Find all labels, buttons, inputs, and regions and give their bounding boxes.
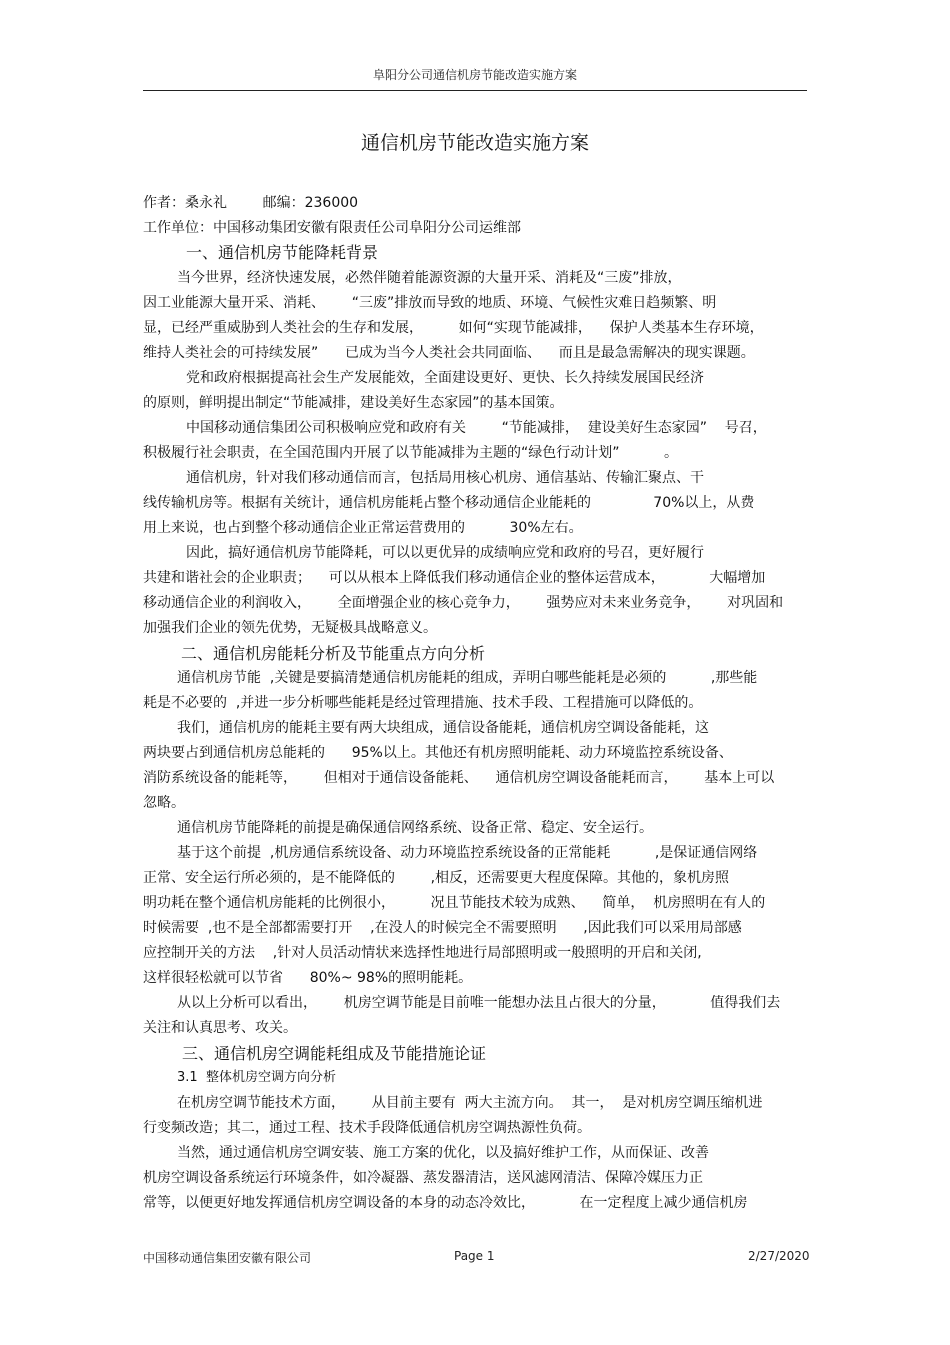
body-line: 应控制开关的方法 ,针对人员活动情状来选择性地进行局部照明或一般照明的开启和关闭, [143,945,702,961]
body-line: 积极履行社会职责，在全国范围内开展了以节能减排为主题的“绿色行动计划” 。 [143,445,679,461]
body-line: 通信机房节能降耗的前提是确保通信网络系统、设备正常、稳定、安全运行。 [177,820,653,836]
body-line: 机房空调设备系统运行环境条件，如冷凝器、蒸发器清洁，送风滤网清洁、保障冷媒压力正 [143,1170,703,1186]
body-line: 两块要占到通信机房总能耗的 95%以上。其他还有机房照明能耗、动力环境监控系统设备、 [143,745,733,761]
body-line: 加强我们企业的领先优势，无疑极具战略意义。 [143,620,437,636]
body-line: 基于这个前提 ,机房通信系统设备、动力环境监控系统设备的正常能耗 ,是保证通信网络 [177,845,758,861]
body-line: 当然，通过通信机房空调安装、施工方案的优化，以及搞好维护工作，从而保证、改善 [177,1145,709,1161]
body-line: 常等，以便更好地发挥通信机房空调设备的本身的动态冷效比， 在一定程度上减少通信机房 [143,1195,748,1211]
body-line: 忽略。 [143,795,185,811]
header-rule [143,90,807,91]
body-line: 因工业能源大量开采、消耗、 “三废”排放而导致的地质、环境、气候性灾难日趋频繁、明 [143,295,717,311]
section-1-heading: 一、通信机房节能降耗背景 [186,243,379,262]
footer-date: 2/27/2020 [748,1249,810,1263]
body-line: 显，已经严重威胁到人类社会的生存和发展， 如何“实现节能减排， 保护人类基本生存环境， [143,320,764,336]
body-line: 用上来说，也占到整个移动通信企业正常运营费用的 30%左右。 [143,520,583,536]
body-line: 行变频改造；其二，通过工程、技术手段降低通信机房空调热源性负荷。 [143,1120,591,1136]
body-line: 我们，通信机房的能耗主要有两大块组成，通信设备能耗，通信机房空调设备能耗，这 [177,720,709,736]
body-line: 因此，搞好通信机房节能降耗，可以以更优异的成绩响应党和政府的号召，更好履行 [186,545,704,561]
document-title: 通信机房节能改造实施方案 [360,132,589,154]
body-line: 党和政府根据提高社会生产发展能效，全面建设更好、更快、长久持续发展国民经济 [186,370,704,386]
body-line: 共建和谐社会的企业职责； 可以从根本上降低我们移动通信企业的整体运营成本， 大幅增加 [143,570,766,586]
footer-page-number: Page 1 [454,1249,495,1263]
body-line: 当今世界，经济快速发展，必然伴随着能源资源的大量开采、消耗及“三废”排放， [177,270,682,286]
body-line: 移动通信企业的利润收入， 全面增强企业的核心竞争力， 强势应对未来业务竞争， 对巩固和 [143,595,784,611]
body-line: 关注和认真思考、攻关。 [143,1020,297,1036]
running-header: 阜阳分公司通信机房节能改造实施方案 [372,68,577,82]
body-line: 通信机房，针对我们移动通信而言，包括局用核心机房、通信基站、传输汇聚点、干 [186,470,704,486]
body-line: 明功耗在整个通信机房能耗的比例很小， 况且节能技术较为成熟、 简单， 机房照明在有人的 [143,895,766,911]
body-line: 这样很轻松就可以节省 80%~ 98%的照明能耗。 [143,970,473,986]
body-line: 通信机房节能 ,关键是要搞清楚通信机房能耗的组成，弄明白哪些能耗是必须的 ,那些能 [177,670,758,686]
body-line: 的原则，鲜明提出制定“节能减排，建设美好生态家园”的基本国策。 [143,395,564,411]
body-line: 线传输机房等。根据有关统计，通信机房能耗占整个移动通信企业能耗的 70%以上，从费 [143,495,755,511]
section-3-heading: 三、通信机房空调能耗组成及节能措施论证 [182,1044,487,1063]
author-line: 作者：桑永礼 邮编：236000 [143,195,359,211]
subsection-heading: 3.1 整体机房空调方向分析 [177,1070,336,1085]
body-line: 维持人类社会的可持续发展” 已成为当今人类社会共同面临、 而且是最急需解决的现实课题。 [143,345,755,361]
body-line: 在机房空调节能技术方面， 从目前主要有 两大主流方向。 其一， 是对机房空调压缩机进 [177,1095,763,1111]
body-line: 中国移动通信集团公司积极响应党和政府有关 “节能减排， 建设美好生态家园” 号召， [186,420,767,436]
body-line: 正常、安全运行所必须的，是不能降低的 ,相反，还需要更大程度保障。其他的，象机房照 [143,870,730,886]
section-2-heading: 二、通信机房能耗分析及节能重点方向分析 [181,644,486,663]
footer-company: 中国移动通信集团安徽有限公司 [143,1251,312,1265]
affiliation-line: 工作单位：中国移动集团安徽有限责任公司阜阳分公司运维部 [143,220,521,236]
body-line: 消防系统设备的能耗等， 但相对于通信设备能耗、 通信机房空调设备能耗而言， 基本上可以 [143,770,775,786]
body-line: 时候需要 ,也不是全部都需要打开 ,在没人的时候完全不需要照明 ,因此我们可以采用局部感 [143,920,742,936]
body-line: 从以上分析可以看出， 机房空调节能是目前唯一能想办法且占很大的分量， 值得我们去 [177,995,781,1011]
body-line: 耗是不必要的 ,并进一步分析哪些能耗是经过管理措施、技术手段、工程措施可以降低的。 [143,695,703,711]
